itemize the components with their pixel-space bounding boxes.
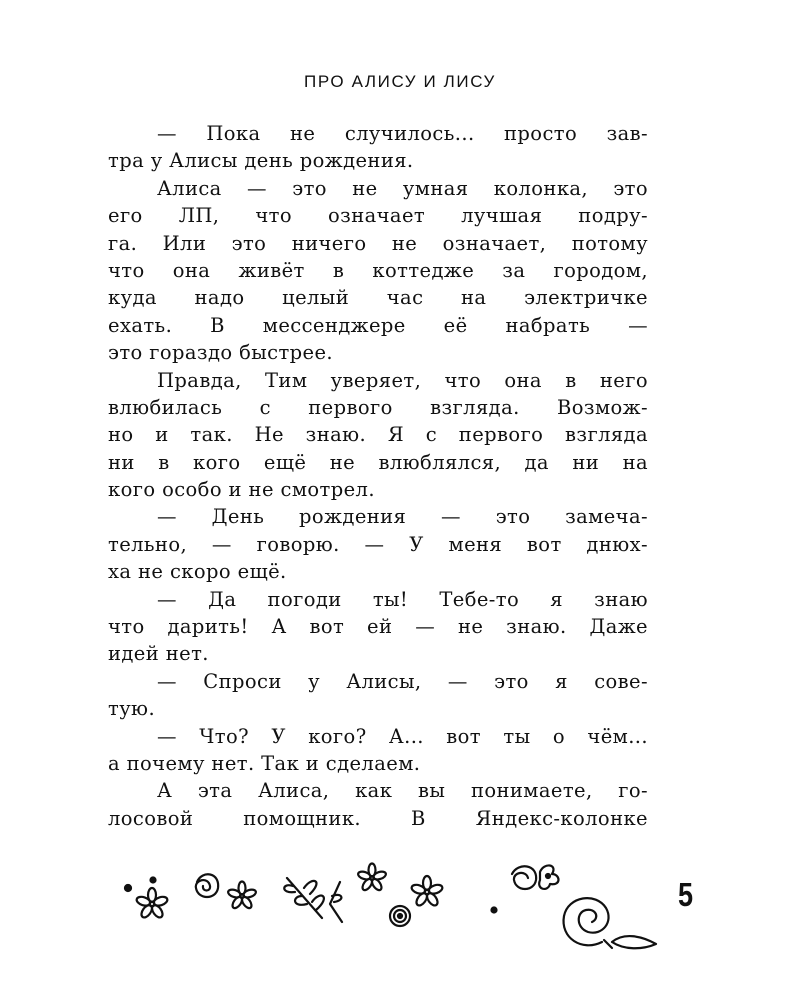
text-line: — Да погоди ты! Тебе-то я знаю	[157, 587, 648, 611]
text-line: А эта Алиса, как вы понимаете, го-	[157, 779, 648, 803]
text-line: га. Или это ничего не означает, потому	[108, 231, 648, 255]
text-line: — День рождения — это замеча-	[157, 505, 648, 529]
text-line: кого особо и не смотрел.	[108, 478, 375, 502]
text-line: идей нет.	[108, 642, 209, 666]
text-line: Правда, Тим уверяет, что она в него	[157, 368, 648, 392]
text-line: его ЛП, что означает лучшая подру-	[108, 204, 648, 228]
text-line: что дарить! А вот ей — не знаю. Даже	[108, 615, 648, 639]
text-line: Алиса — это не умная колонка, это	[157, 176, 648, 200]
text-line: — Пока не случилось... просто зав-	[157, 122, 648, 145]
text-line: но и так. Не знаю. Я с первого взгляда	[108, 423, 648, 447]
text-line: а почему нет. Так и сделаем.	[108, 751, 421, 775]
text-line: это гораздо быстрее.	[108, 341, 334, 365]
text-line: — Что? У кого? А... вот ты о чём...	[157, 724, 648, 748]
text-line: тую.	[108, 697, 156, 721]
page-number: 5	[678, 876, 694, 913]
text-line: куда надо целый час на электричке	[108, 286, 648, 310]
text-line: влюбилась с первого взгляда. Возмож-	[108, 395, 648, 419]
text-line: ехать. В мессенджере её набрать —	[108, 313, 648, 337]
text-line: — Спроси у Алисы, — это я сове-	[157, 669, 648, 693]
text-line: тельно, — говорю. — У меня вот днюх-	[108, 532, 648, 556]
text-line: тра у Алисы день рождения.	[108, 149, 414, 173]
body-text	[108, 120, 648, 832]
text-line: что она живёт в коттедже за городом,	[108, 258, 648, 282]
doodle-flowers-ornament-icon	[112, 852, 662, 962]
running-head: ПРО АЛИСУ И ЛИСУ	[304, 72, 496, 91]
text-line: ха не скоро ещё.	[108, 560, 287, 584]
text-line: ни в кого ещё не влюблялся, да ни на	[108, 450, 648, 474]
text-line: лосовой помощник. В Яндекс-колонке	[108, 806, 648, 830]
